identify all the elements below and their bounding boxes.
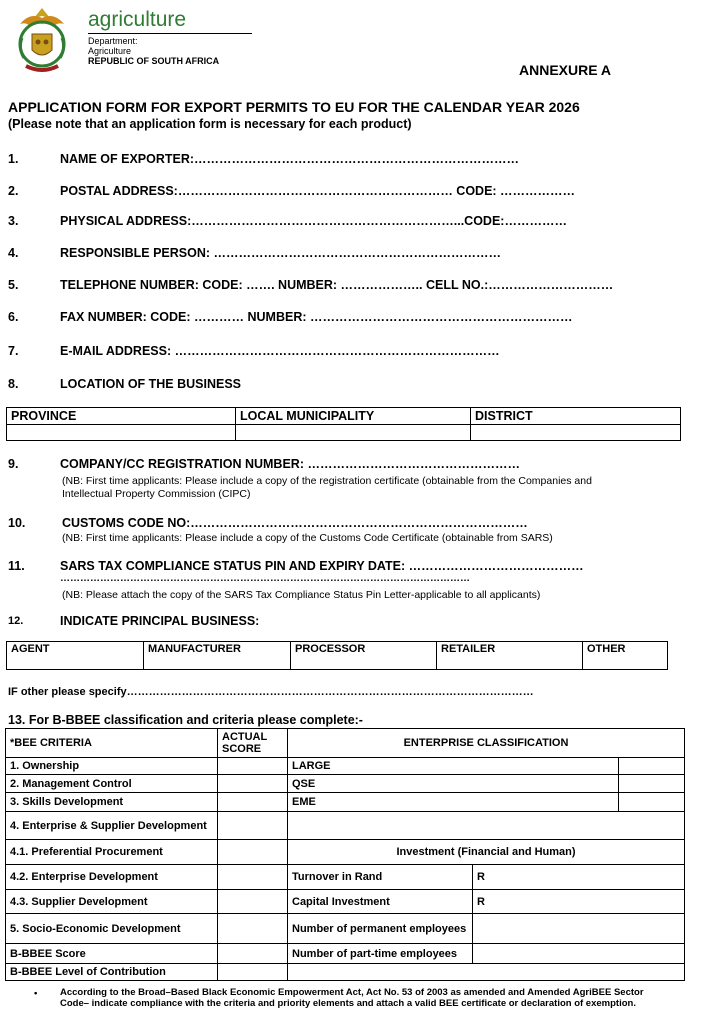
bullet-icon: • (34, 988, 38, 999)
municipality-cell[interactable] (236, 425, 471, 441)
annexure-label: ANNEXURE A (519, 62, 612, 78)
part-time-employees-value[interactable] (473, 944, 685, 964)
form-subtitle: (Please note that an application form is necessary for each product) (8, 117, 412, 131)
location-heading: LOCATION OF THE BUSINESS (60, 377, 242, 391)
score-skills[interactable] (218, 793, 288, 812)
dept-line-1: Department: (88, 36, 138, 46)
registration-number-field[interactable]: COMPANY/CC REGISTRATION NUMBER: …………………………………………… (60, 457, 520, 471)
business-processor[interactable]: PROCESSOR (291, 642, 437, 670)
business-retailer[interactable]: RETAILER (437, 642, 583, 670)
field-9-number: 9. (8, 457, 19, 471)
municipality-header: LOCAL MUNICIPALITY (236, 408, 471, 425)
bee-row-ownership: 1. Ownership (6, 758, 218, 775)
bee-row-esd: 4. Enterprise & Supplier Development (6, 812, 218, 840)
business-other[interactable]: OTHER (583, 642, 668, 670)
bee-row-skills: 3. Skills Development (6, 793, 218, 812)
permanent-employees-value[interactable] (473, 914, 685, 944)
field-11-number: 11. (8, 559, 25, 573)
exporter-name-field[interactable]: NAME OF EXPORTER:…………………………………………………………………… (60, 152, 520, 166)
registration-note-line-2: Intellectual Property Commission (CIPC) (62, 488, 251, 500)
bee-row-management: 2. Management Control (6, 775, 218, 793)
class-eme-box[interactable] (619, 793, 685, 812)
class-large-box[interactable] (619, 758, 685, 775)
email-field[interactable]: E-MAIL ADDRESS: …………………………………………………………………… (60, 344, 500, 358)
field-4-number: 4. (8, 246, 19, 260)
bee-row-enterprise-dev: 4.2. Enterprise Development (6, 865, 218, 890)
score-procurement[interactable] (218, 840, 288, 865)
province-header: PROVINCE (7, 408, 236, 425)
business-agent[interactable]: AGENT (7, 642, 144, 670)
capital-label: Capital Investment (288, 890, 473, 914)
permanent-employees-label: Number of permanent employees (288, 914, 473, 944)
sars-pin-dots[interactable]: …………………………………………………………………………………………………………… (60, 573, 470, 584)
class-large: LARGE (288, 758, 619, 775)
physical-address-field[interactable]: PHYSICAL ADDRESS:………………………………………………………...CODE:…………… (60, 214, 567, 228)
field-6-number: 6. (8, 310, 19, 324)
business-manufacturer[interactable]: MANUFACTURER (144, 642, 291, 670)
part-time-employees-label: Number of part-time employees (288, 944, 473, 964)
location-table (6, 407, 681, 441)
dept-line-3: REPUBLIC OF SOUTH AFRICA (88, 56, 220, 66)
turnover-label: Turnover in Rand (288, 865, 473, 890)
customs-note: (NB: First time applicants: Please include a copy of the Customs Code Certificate (obtainable from SARS) (62, 532, 553, 544)
bee-row-level: B-BBEE Level of Contribution (6, 964, 218, 981)
score-enterprise-dev[interactable] (218, 865, 288, 890)
logo-wordmark: agriculture (88, 8, 187, 31)
customs-code-field[interactable]: CUSTOMS CODE NO:……………………………………………………………………… (62, 516, 528, 530)
class-eme: EME (288, 793, 619, 812)
class-blank (288, 812, 685, 840)
score-supplier-dev[interactable] (218, 890, 288, 914)
form-title: APPLICATION FORM FOR EXPORT PERMITS TO EU FOR THE CALENDAR YEAR 2026 (8, 99, 580, 115)
bee-row-socio: 5. Socio-Economic Development (6, 914, 218, 944)
level-blank (288, 964, 685, 981)
class-qse-box[interactable] (619, 775, 685, 793)
coat-of-arms-logo (10, 4, 74, 76)
logo-rule (88, 33, 252, 34)
district-cell[interactable] (471, 425, 681, 441)
responsible-person-field[interactable]: RESPONSIBLE PERSON: …………………………………………………………… (60, 246, 501, 260)
sars-pin-field[interactable]: SARS TAX COMPLIANCE STATUS PIN AND EXPIRY DATE: …………………………………… (60, 559, 584, 573)
field-5-number: 5. (8, 278, 19, 292)
bee-table (5, 728, 685, 981)
telephone-field[interactable]: TELEPHONE NUMBER: CODE: ……. NUMBER: ……………….. CELL NO.:………………………… (60, 278, 614, 292)
province-cell[interactable] (7, 425, 236, 441)
registration-note-line-1: (NB: First time applicants: Please include a copy of the registration certificate (obtainable from the Companies and (62, 475, 592, 487)
score-esd[interactable] (218, 812, 288, 840)
field-2-number: 2. (8, 184, 19, 198)
actual-score-header: ACTUAL SCORE (218, 729, 288, 758)
bee-row-score: B-BBEE Score (6, 944, 218, 964)
enterprise-class-header: ENTERPRISE CLASSIFICATION (288, 729, 685, 758)
score-total[interactable] (218, 944, 288, 964)
field-7-number: 7. (8, 344, 19, 358)
bee-row-supplier-dev: 4.3. Supplier Development (6, 890, 218, 914)
bee-criteria-header: *BEE CRITERIA (6, 729, 218, 758)
field-8-number: 8. (8, 377, 19, 391)
score-level[interactable] (218, 964, 288, 981)
principal-business-heading: INDICATE PRINCIPAL BUSINESS: (60, 614, 260, 628)
score-socio[interactable] (218, 914, 288, 944)
field-10-number: 10. (8, 516, 26, 530)
field-1-number: 1. (8, 152, 19, 166)
postal-address-field[interactable]: POSTAL ADDRESS:………………………………………………………… CODE: ……………… (60, 184, 576, 198)
score-management[interactable] (218, 775, 288, 793)
other-specify-field[interactable]: IF other please specify………………………………………………………………………………………………… (8, 686, 534, 698)
capital-value[interactable]: R (473, 890, 685, 914)
fax-field[interactable]: FAX NUMBER: CODE: ………… NUMBER: ……………………………………………………… (60, 310, 573, 324)
field-3-number: 3. (8, 214, 19, 228)
investment-header: Investment (Financial and Human) (288, 840, 685, 865)
business-table (6, 641, 668, 670)
district-header: DISTRICT (471, 408, 681, 425)
class-qse: QSE (288, 775, 619, 793)
bee-heading: 13. For B-BBEE classification and criteria please complete:- (8, 713, 363, 727)
sars-note: (NB: Please attach the copy of the SARS Tax Compliance Status Pin Letter-applicable to all applicants) (62, 589, 541, 601)
dept-line-2: Agriculture (88, 46, 132, 56)
field-12-number: 12. (8, 615, 24, 627)
bee-footnote: According to the Broad–Based Black Economic Empowerment Act, Act No. 53 of 2003 as amended and Amended AgriBEE Sector Code– indicate compliance with the criteria and priority elements and attach a valid BEE certificate or declaration of exemption. (60, 987, 644, 1009)
turnover-value[interactable]: R (473, 865, 685, 890)
score-ownership[interactable] (218, 758, 288, 775)
bee-row-procurement: 4.1. Preferential Procurement (6, 840, 218, 865)
